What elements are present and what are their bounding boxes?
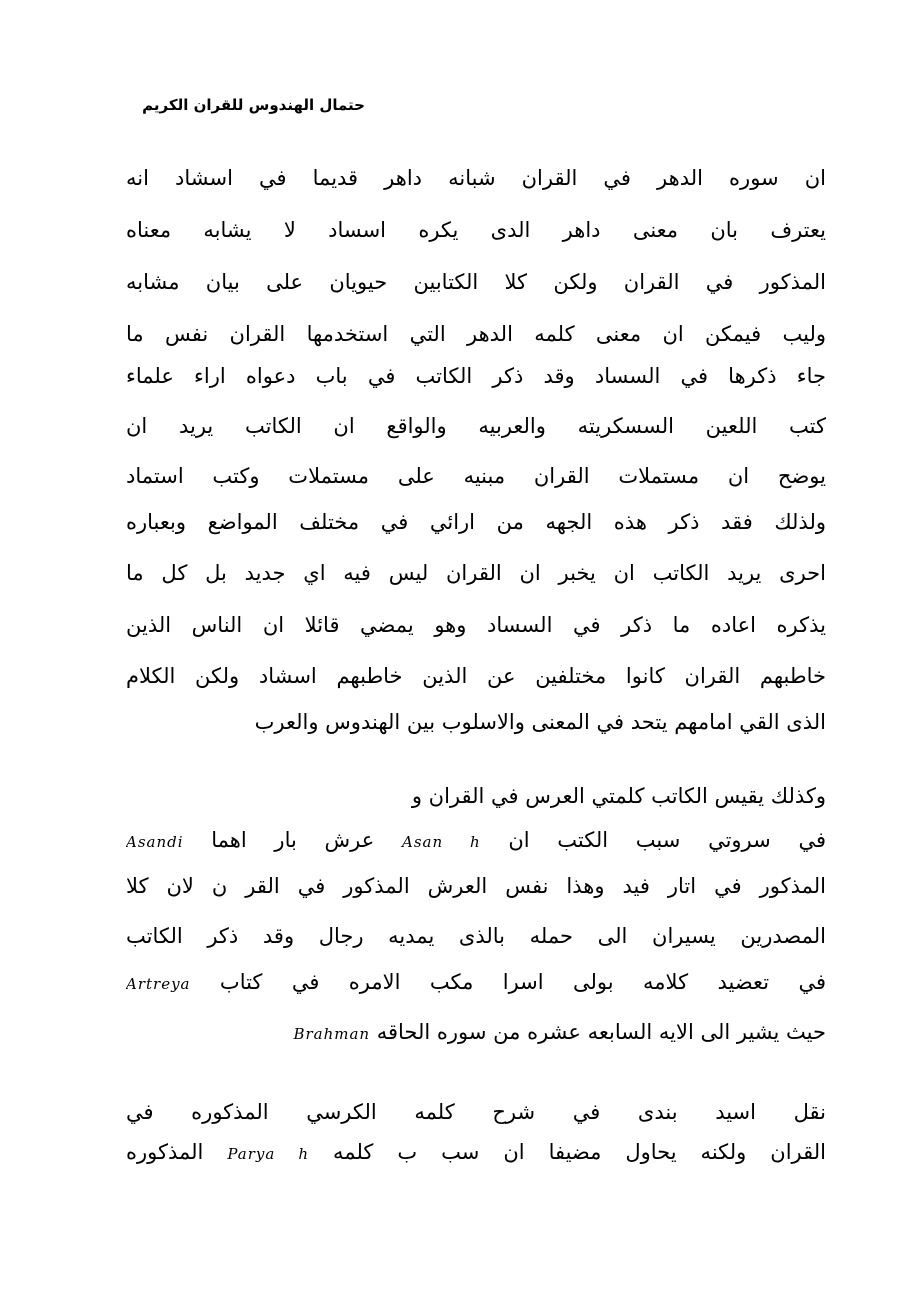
latin-term: Brahman bbox=[293, 1025, 371, 1043]
paragraph-2-line-6: حيث يشير الى الايه السابعه عشره من سوره الحاقه Brahman bbox=[293, 1020, 826, 1044]
page-header: حتمال الهندوس للقران الكريم bbox=[142, 96, 365, 114]
paragraph-1-line-10: يذكره اعاده ما ذكر في السساد وهو يمضي قائلا ان الناس الذين bbox=[126, 613, 826, 637]
paragraph-2-line-4: المصدرين يسيران الى حمله بالذى يمديه رجال وقد ذكر الكاتب bbox=[126, 924, 826, 948]
paragraph-2-line-3: المذكور في اتار فيد وهذا نفس العرش المذكور في القر ن لان كلا bbox=[126, 874, 826, 898]
latin-term: Asan h bbox=[402, 833, 481, 851]
latin-term: Asandi bbox=[126, 833, 184, 851]
paragraph-1-line-2: يعترف بان معنى داهر الدى يكره اسساد لا يشابه معناه bbox=[126, 218, 826, 242]
paragraph-2-line-2: في سروتي سبب الكتب ان Asan h عرش بار اهما Asandi bbox=[126, 828, 826, 852]
latin-term: Artreya bbox=[126, 975, 191, 993]
paragraph-2-line-1: وكذلك يقيس الكاتب كلمتي العرس في القران و bbox=[411, 784, 826, 808]
paragraph-1-line-5: جاء ذكرها في السساد وقد ذكر الكاتب في باب دعواه اراء علماء bbox=[126, 364, 826, 388]
paragraph-1-line-8: ولذلك فقد ذكر هذه الجهه من ارائي في مختلف المواضع وبعباره bbox=[126, 510, 826, 534]
paragraph-1-line-1: ان سوره الدهر في القران شبانه داهر قديما في اسشاد انه bbox=[126, 166, 826, 190]
paragraph-1-line-9: احرى يريد الكاتب ان يخبر ان القران ليس فيه اي جديد بل كل ما bbox=[126, 561, 826, 585]
paragraph-1-line-4: وليب فيمكن ان معنى كلمه الدهر التي استخدمها القران نفس ما bbox=[126, 322, 826, 346]
paragraph-1-line-3: المذكور في القران ولكن كلا الكتابين حيويان على بيان مشابه bbox=[126, 270, 826, 294]
paragraph-3-line-2: القران ولكنه يحاول مضيفا ان سب ب كلمه Parya h المذكوره bbox=[126, 1140, 826, 1164]
paragraph-3-line-1: نقل اسيد بندى في شرح كلمه الكرسي المذكوره في bbox=[126, 1100, 826, 1124]
paragraph-1-line-12: الذى القي امامهم يتحد في المعنى والاسلوب بين الهندوس والعرب bbox=[254, 710, 826, 734]
paragraph-1-line-11: خاطبهم القران كانوا مختلفين عن الذين خاطبهم اسشاد ولكن الكلام bbox=[126, 664, 826, 688]
paragraph-1-line-7: يوضح ان مستملات القران مبنيه على مستملات وكتب استماد bbox=[126, 464, 826, 488]
latin-term: Parya h bbox=[227, 1145, 310, 1163]
paragraph-2-line-5: في تعضيد كلامه بولى اسرا مكب الامره في كتاب Artreya bbox=[126, 970, 826, 994]
paragraph-1-line-6: كتب اللعين السسكريته والعربيه والواقع ان الكاتب يريد ان bbox=[126, 414, 826, 438]
